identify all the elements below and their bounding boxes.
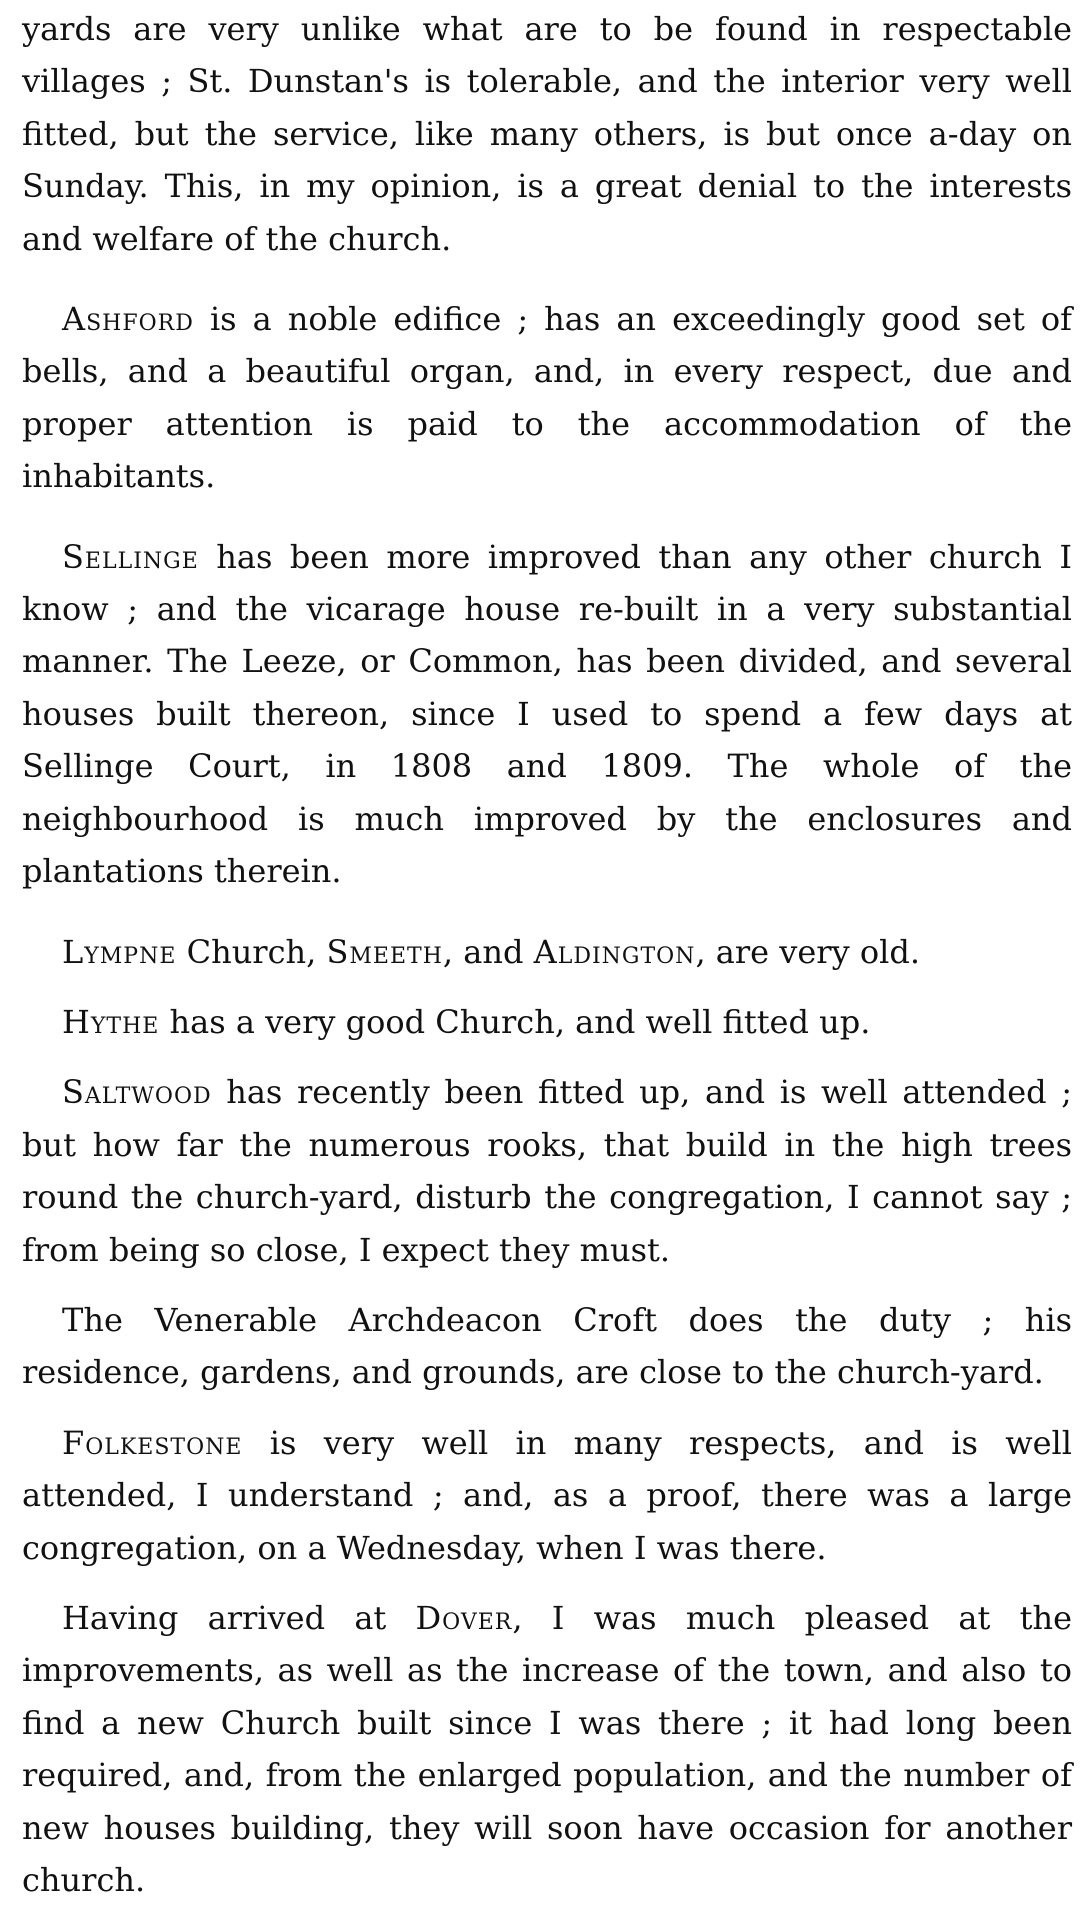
place-name-ashford: Ashford	[62, 300, 194, 339]
paragraph-ashford	[22, 293, 1072, 503]
paragraph-text: has a very good Church, and well fitted up.	[159, 1002, 871, 1041]
paragraph-st-dunstans	[22, 3, 1072, 265]
place-name-folkestone: Folkestone	[62, 1423, 243, 1462]
paragraph-text: has recently been fitted up, and is well attended ; but how far the numerous rooks, that build in the high trees round the church-yard, disturb the congregation, I cannot say ; from being so close, I expect they must.	[22, 1073, 1072, 1269]
paragraph-saltwood	[22, 1066, 1072, 1276]
paragraph-text: The Venerable Archdeacon Croft does the duty ; his residence, gardens, and grounds, are close to the church-yard.	[22, 1300, 1072, 1392]
paragraph-archdeacon	[22, 1294, 1072, 1399]
paragraph-sellinge	[22, 531, 1072, 898]
place-name-saltwood: Saltwood	[62, 1073, 212, 1112]
paragraph-dover	[22, 1592, 1072, 1906]
paragraph-text: has been more improved than any other church I know ; and the vicarage house re-built in a very substantial manner. The Leeze, or Common, has been divided, and several houses built thereon, since I used to spend a few days at Sellinge Court, in 1808 and 1809. The whole of the neighbourhood is much improved by the enclosures and plantations therein.	[22, 537, 1072, 891]
paragraph-folkestone	[22, 1417, 1072, 1574]
place-name-hythe: Hythe	[62, 1002, 160, 1041]
paragraph-text: is very well in many respects, and is well attended, I understand ; and, as a proof, there was a large congregation, on a Wednesday, when I was there.	[22, 1423, 1072, 1567]
paragraph-text: Having arrived at	[62, 1598, 416, 1637]
place-name-lympne: Lympne	[62, 932, 177, 971]
paragraph-text: Church,	[176, 932, 327, 971]
place-name-smeeth: Smeeth	[326, 932, 443, 971]
place-name-aldington: Aldington	[533, 932, 696, 971]
paragraph-text: yards are very unlike what are to be found in respectable villages ; St. Dunstan's is tolerable, and the interior very well fitted, but the service, like many others, is but once a-day on Sunday. This, in my opinion, is a great denial to the interests and welfare of the church.	[22, 10, 1072, 258]
paragraph-text: , are very old.	[695, 932, 920, 971]
place-name-sellinge: Sellinge	[62, 537, 199, 576]
paragraph-hythe	[22, 996, 1072, 1048]
place-name-dover: Dover	[415, 1598, 513, 1637]
paragraph-text: , and	[442, 932, 534, 971]
paragraph-lympne	[22, 926, 1072, 978]
paragraph-text: is a noble edifice ; has an exceedingly good set of bells, and a beautiful organ, and, in every respect, due and proper attention is paid to the accommodation of the inhabitants.	[22, 300, 1072, 496]
paragraph-text: , I was much pleased at the improvements, as well as the increase of the town, and also to find a new Church built since I was there ; it had long been required, and, from the enlarged population, and the number of new houses building, they will soon have occasion for another church.	[22, 1598, 1073, 1899]
